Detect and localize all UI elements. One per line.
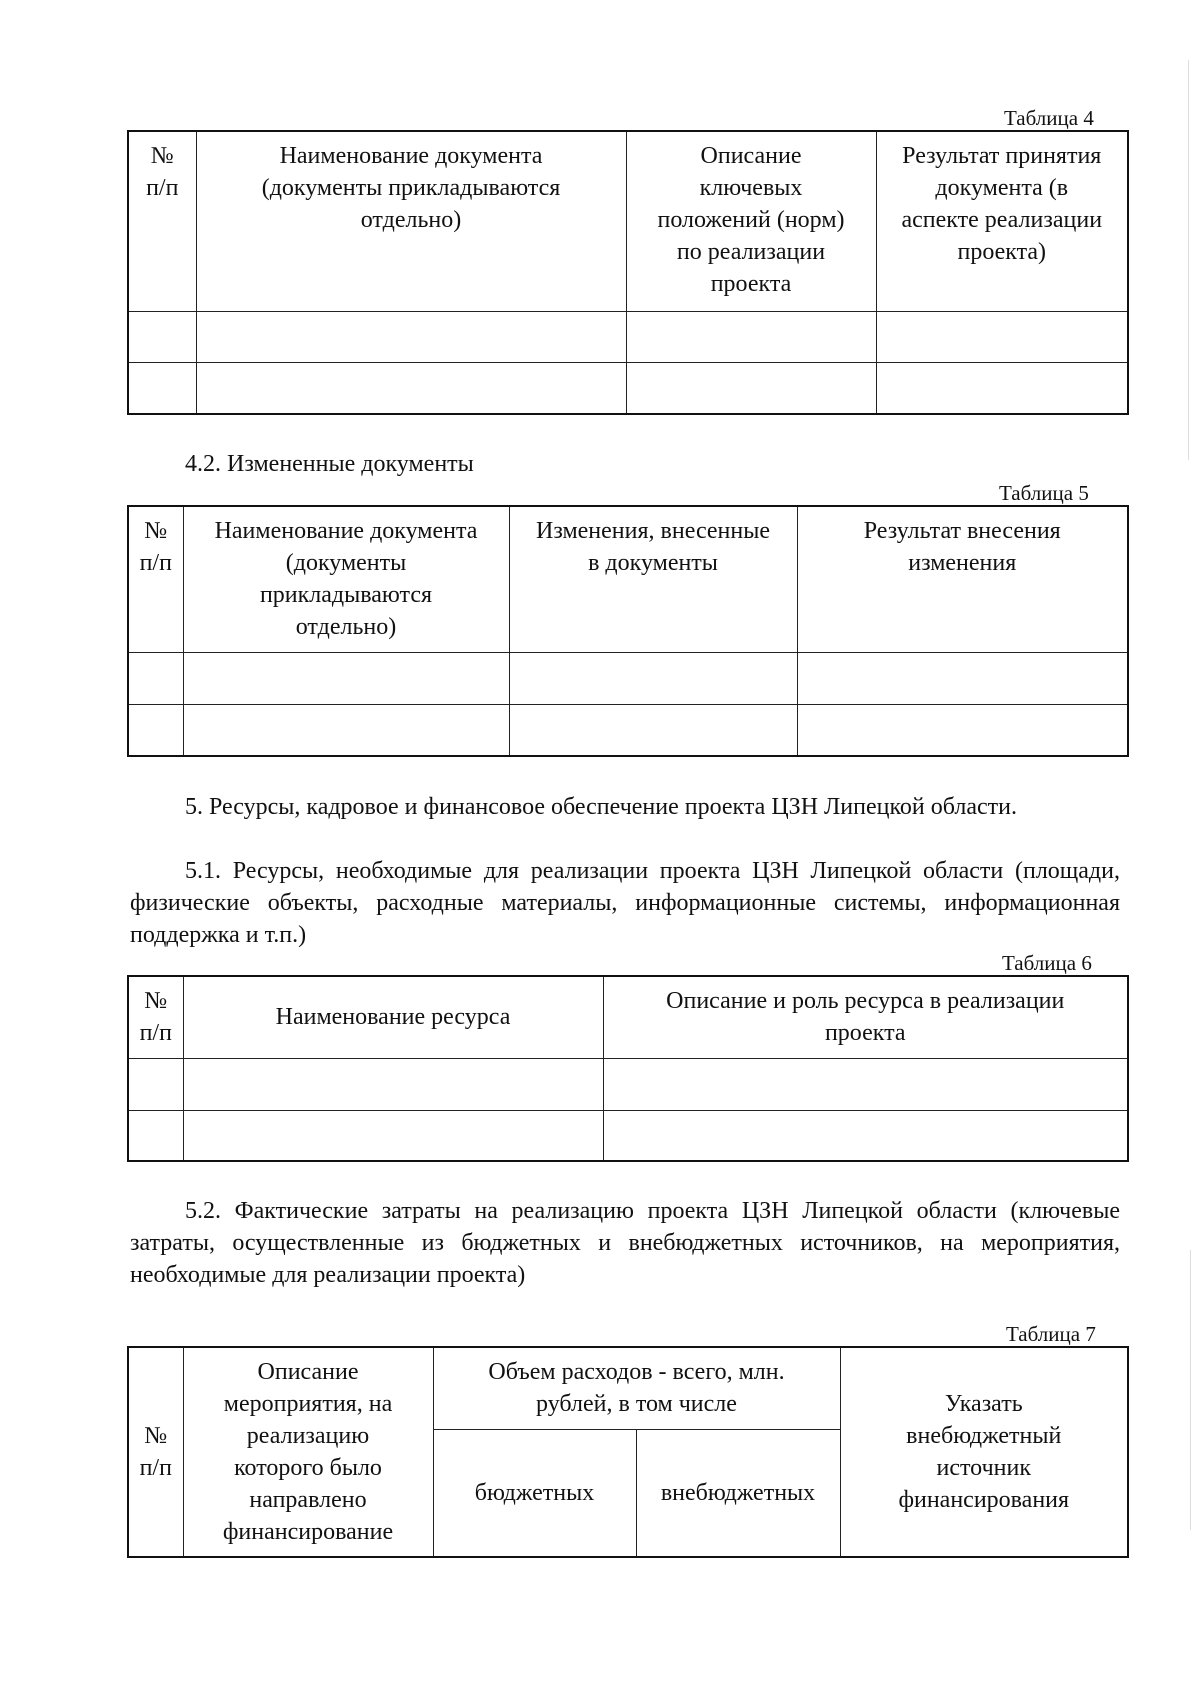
- table-row: [128, 311, 1128, 362]
- table7-header-source: Указать внебюджетный источник финансирования: [840, 1347, 1128, 1557]
- table7-caption: Таблица 7: [1006, 1322, 1096, 1346]
- table7-header-budget: бюджетных: [433, 1430, 636, 1557]
- table4-caption: Таблица 4: [1004, 106, 1094, 130]
- section-5-paragraph: 5. Ресурсы, кадровое и финансовое обеспечение проекта ЦЗН Липецкой области.: [185, 794, 1017, 820]
- table5-caption: Таблица 5: [999, 481, 1089, 505]
- table7-header-no: № п/п: [128, 1347, 183, 1557]
- table-row: [128, 652, 1128, 704]
- table4-header-no: № п/п: [128, 131, 196, 311]
- table6-header-row: [128, 976, 1128, 1058]
- table4-header-row: [128, 131, 1128, 311]
- table5-header-no: № п/п: [128, 506, 183, 652]
- table6-header-no: № п/п: [128, 976, 183, 1058]
- table-row: [128, 362, 1128, 414]
- table5-header-result: Результат внесения изменения: [797, 506, 1128, 652]
- table6-caption: Таблица 6: [1002, 951, 1092, 975]
- scan-artifact: [1188, 60, 1189, 460]
- scan-artifact: [1190, 1250, 1191, 1530]
- table5: [127, 505, 1129, 757]
- section-5-2-paragraph: 5.2. Фактические затраты на реализацию проекта ЦЗН Липецкой области (ключевые затраты, осуществленные из бюджетных и внебюджетных источников, на мероприятия, необходимые для реализации проекта): [130, 1198, 1120, 1288]
- table4-header-description: Описание ключевых положений (норм) по реализации проекта: [626, 131, 876, 311]
- table-row: [128, 1110, 1128, 1161]
- table4: [127, 130, 1129, 415]
- table-row: [128, 1058, 1128, 1110]
- table7-header-extrabudget: внебюджетных: [636, 1430, 840, 1557]
- section-4-2-heading: 4.2. Измененные документы: [185, 451, 474, 477]
- table7-header-description: Описание мероприятия, на реализацию которого было направлено финансирование: [183, 1347, 433, 1557]
- table7: [127, 1346, 1129, 1558]
- table-row: [128, 704, 1128, 756]
- table6-header-name: Наименование ресурса: [183, 976, 603, 1058]
- table6-header-role: Описание и роль ресурса в реализации проекта: [603, 976, 1128, 1058]
- table4-header-result: Результат принятия документа (в аспекте реализации проекта): [876, 131, 1128, 311]
- table6: [127, 975, 1129, 1162]
- section-5-1-paragraph: 5.1. Ресурсы, необходимые для реализации проекта ЦЗН Липецкой области (площади, физические объекты, расходные материалы, информационные системы, информационная поддержка и т.п.): [130, 858, 1120, 948]
- table5-header-changes: Изменения, внесенные в документы: [509, 506, 797, 652]
- table5-header-name: Наименование документа (документы прикладываются отдельно): [183, 506, 509, 652]
- table4-header-name: Наименование документа (документы прикладываются отдельно): [196, 131, 626, 311]
- table5-header-row: [128, 506, 1128, 652]
- table7-header-volume: Объем расходов - всего, млн. рублей, в том числе: [433, 1347, 840, 1430]
- table7-header-row-1: [128, 1347, 1128, 1430]
